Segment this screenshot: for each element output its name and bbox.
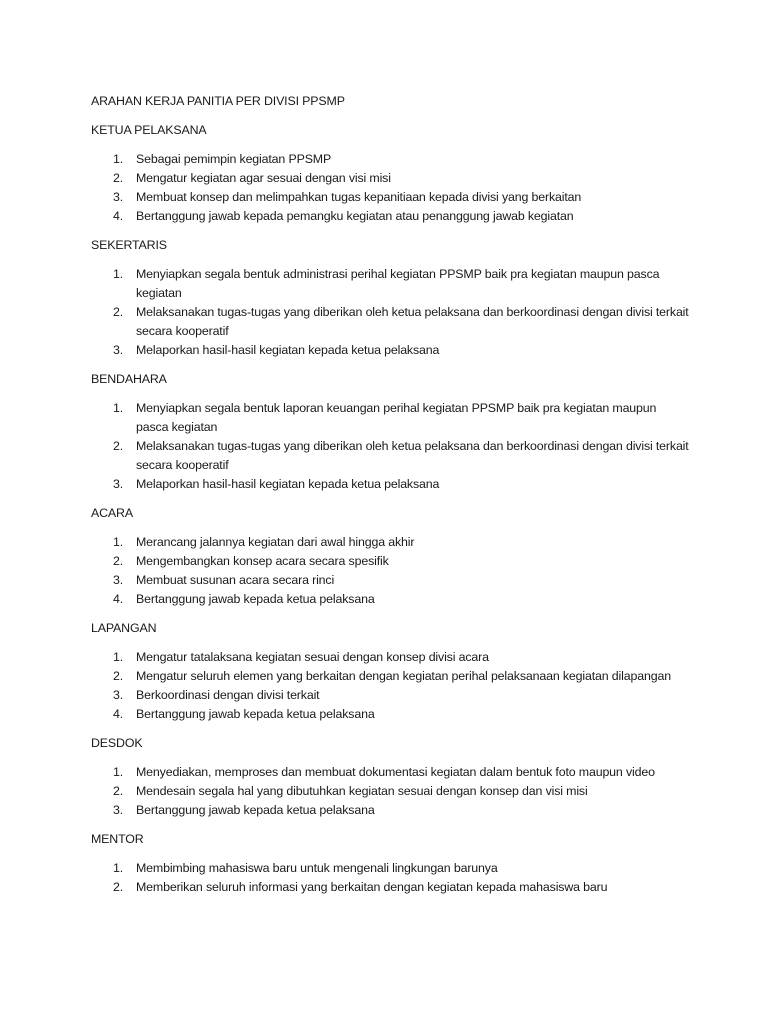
list-item-text: Melaksanakan tugas-tugas yang diberikan oleh ketua pelaksana dan berkoordinasi dengan divisi terkait secara kooperatif bbox=[136, 439, 689, 472]
document-title: ARAHAN KERJA PANITIA PER DIVISI PPSMP bbox=[91, 94, 345, 108]
list-item-number: 2. bbox=[113, 784, 124, 798]
section-mentor bbox=[91, 830, 691, 897]
list-item-text: Menyiapkan segala bentuk laporan keuangan perihal kegiatan PPSMP baik pra kegiatan maupun pasca kegiatan bbox=[136, 401, 657, 434]
list-item bbox=[91, 801, 691, 820]
list-item-number: 3. bbox=[113, 573, 124, 587]
list-item-text: Merancang jalannya kegiatan dari awal hingga akhir bbox=[136, 535, 415, 549]
list-item-text: Sebagai pemimpin kegiatan PPSMP bbox=[136, 152, 332, 166]
list-item-number: 2. bbox=[113, 669, 124, 683]
list-item-number: 2. bbox=[113, 880, 124, 894]
list-item-number: 1. bbox=[113, 765, 124, 779]
section-desdok bbox=[91, 734, 691, 820]
document-page bbox=[91, 92, 691, 897]
list-item-text: Bertanggung jawab kepada ketua pelaksana bbox=[136, 592, 375, 606]
list-item-number: 2. bbox=[113, 305, 124, 319]
list-item bbox=[91, 859, 691, 878]
list-item-number: 1. bbox=[113, 401, 124, 415]
list-item-text: Membimbing mahasiswa baru untuk mengenali lingkungan barunya bbox=[136, 861, 498, 875]
list-item bbox=[91, 782, 691, 801]
list-item-number: 2. bbox=[113, 554, 124, 568]
list-item-number: 4. bbox=[113, 707, 124, 721]
list-item bbox=[91, 303, 691, 341]
list-item bbox=[91, 552, 691, 571]
list-item-number: 4. bbox=[113, 592, 124, 606]
section-bendahara bbox=[91, 370, 691, 494]
list-item bbox=[91, 667, 691, 686]
list-item bbox=[91, 150, 691, 169]
list-item-text: Menyiapkan segala bentuk administrasi perihal kegiatan PPSMP baik pra kegiatan maupun pasca kegiatan bbox=[136, 267, 660, 300]
section-heading: BENDAHARA bbox=[91, 372, 167, 386]
section-lapangan bbox=[91, 619, 691, 724]
list-item-text: Membuat konsep dan melimpahkan tugas kepanitiaan kepada divisi yang berkaitan bbox=[136, 190, 582, 204]
list-item bbox=[91, 571, 691, 590]
list-item bbox=[91, 169, 691, 188]
list-item-text: Bertanggung jawab kepada pemangku kegiatan atau penanggung jawab kegiatan bbox=[136, 209, 574, 223]
numbered-list bbox=[91, 763, 691, 820]
list-item-number: 1. bbox=[113, 152, 124, 166]
list-item-number: 1. bbox=[113, 861, 124, 875]
list-item bbox=[91, 188, 691, 207]
list-item-text: Mendesain segala hal yang dibutuhkan kegiatan sesuai dengan konsep dan visi misi bbox=[136, 784, 588, 798]
list-item-text: Bertanggung jawab kepada ketua pelaksana bbox=[136, 707, 375, 721]
list-item-number: 1. bbox=[113, 267, 124, 281]
list-item-text: Membuat susunan acara secara rinci bbox=[136, 573, 335, 587]
section-heading: SEKERTARIS bbox=[91, 238, 167, 252]
list-item-text: Melaporkan hasil-hasil kegiatan kepada ketua pelaksana bbox=[136, 477, 440, 491]
list-item-text: Mengatur seluruh elemen yang berkaitan dengan kegiatan perihal pelaksanaan kegiatan dilapangan bbox=[136, 669, 671, 683]
numbered-list bbox=[91, 399, 691, 494]
list-item bbox=[91, 399, 691, 437]
section-heading: KETUA PELAKSANA bbox=[91, 123, 207, 137]
numbered-list bbox=[91, 648, 691, 724]
list-item-text: Memberikan seluruh informasi yang berkaitan dengan kegiatan kepada mahasiswa baru bbox=[136, 880, 608, 894]
section-heading: DESDOK bbox=[91, 736, 143, 750]
list-item-number: 3. bbox=[113, 190, 124, 204]
numbered-list bbox=[91, 533, 691, 609]
numbered-list bbox=[91, 150, 691, 226]
list-item bbox=[91, 705, 691, 724]
list-item-number: 4. bbox=[113, 209, 124, 223]
list-item bbox=[91, 590, 691, 609]
section-heading: ACARA bbox=[91, 506, 133, 520]
numbered-list bbox=[91, 859, 691, 897]
list-item-number: 2. bbox=[113, 439, 124, 453]
section-sekertaris bbox=[91, 236, 691, 360]
list-item bbox=[91, 341, 691, 360]
list-item-number: 2. bbox=[113, 171, 124, 185]
list-item bbox=[91, 265, 691, 303]
list-item-text: Menyediakan, memproses dan membuat dokumentasi kegiatan dalam bentuk foto maupun video bbox=[136, 765, 655, 779]
list-item-number: 3. bbox=[113, 803, 124, 817]
list-item-text: Melaksanakan tugas-tugas yang diberikan oleh ketua pelaksana dan berkoordinasi dengan divisi terkait secara kooperatif bbox=[136, 305, 689, 338]
list-item-text: Mengatur tatalaksana kegiatan sesuai dengan konsep divisi acara bbox=[136, 650, 489, 664]
list-item-number: 1. bbox=[113, 535, 124, 549]
list-item-number: 3. bbox=[113, 343, 124, 357]
list-item bbox=[91, 763, 691, 782]
list-item-text: Berkoordinasi dengan divisi terkait bbox=[136, 688, 320, 702]
section-ketua-pelaksana bbox=[91, 121, 691, 226]
sections-container bbox=[91, 121, 691, 897]
list-item-number: 3. bbox=[113, 477, 124, 491]
list-item bbox=[91, 533, 691, 552]
list-item-text: Melaporkan hasil-hasil kegiatan kepada ketua pelaksana bbox=[136, 343, 440, 357]
list-item bbox=[91, 648, 691, 667]
list-item bbox=[91, 475, 691, 494]
list-item-text: Bertanggung jawab kepada ketua pelaksana bbox=[136, 803, 375, 817]
list-item-number: 1. bbox=[113, 650, 124, 664]
section-heading: LAPANGAN bbox=[91, 621, 157, 635]
section-acara bbox=[91, 504, 691, 609]
section-heading: MENTOR bbox=[91, 832, 144, 846]
list-item-number: 3. bbox=[113, 688, 124, 702]
numbered-list bbox=[91, 265, 691, 360]
list-item-text: Mengatur kegiatan agar sesuai dengan visi misi bbox=[136, 171, 391, 185]
list-item bbox=[91, 686, 691, 705]
list-item bbox=[91, 437, 691, 475]
list-item-text: Mengembangkan konsep acara secara spesifik bbox=[136, 554, 389, 568]
list-item bbox=[91, 878, 691, 897]
list-item bbox=[91, 207, 691, 226]
